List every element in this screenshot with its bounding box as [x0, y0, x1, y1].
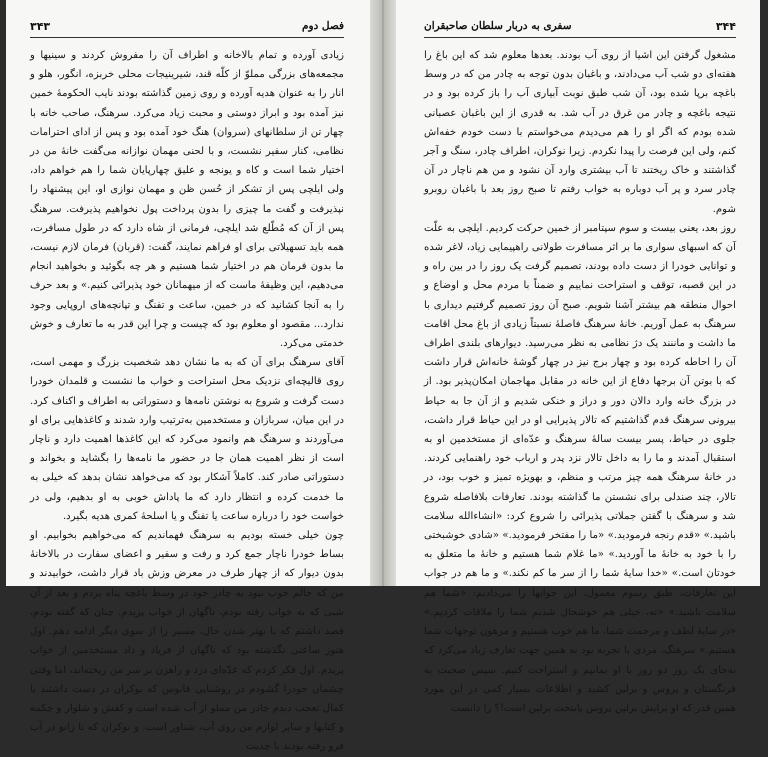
left-page — [6, 0, 370, 753]
left-paragraph-2: آقای سرهنگ برای آن که به ما نشان دهد شخصیت بزرگ و مهمی است، روی قالیچه‌ای نزدیک محل استراحت و خواب ما نشست و قلمدان خودرا دست گرفت و شروع به نوشتن نامه‌ها و دستوراتی به اطراف و اکناف کرد. در این میان، سربازان و مستخدمین به‌ترتیب وارد شدند و کاغذهایی برای او می‌آوردند و سرهنگ هم وانمود می‌کرد که این کاغذها اهمیت دارد و ناچار است از نظر اهمیت همان جا در حضور ما نامه‌ها را بگشاید و بخواند و دستوراتی صادر کند. کاملاً آشکار بود که می‌خواهد نشان بدهد که خیلی به ما خدمت کرده و انتظار دارد که ما پاداش خوبی به او بدهیم، ولی در خواست خود را درباره ساعت یا تفنگ و یا اسلحهٔ کمری هدیه بگیرد. — [30, 357, 344, 522]
right-page — [396, 0, 760, 714]
left-paragraph-3: چون خیلی خسته بودیم به سرهنگ فهماندیم که می‌خواهیم بخوابیم. او بساط خودرا ناچار جمع کرد و رفت و سفیر و اعضای سفارت در بالاخانهٔ بدون دیوار که از چهار طرف در معرض وزش باد قرار داشت، خوابیدند و من که حالم خوب نبود به چادر خود در وسط باغچه پناه بردم و بعد از آن شبی که به خواب رفته بودم، ناگهان از خواب پریدم. چنان که گفته بودم، قصد داشتم که با بهتر شدن حال، مسیر را از سوی دیگر ادامه دهم. اول هنوز ساعتی نگذشته بود که ناگهان از فریاد و داد مستخدمین از خواب پریدم. اول فکر کردم که عدّه‌ای دزد و راهزن بر سر من ریخته‌اند، اما وقتی چشمان خودرا گشودم در روشنایی فانوس که نوکران در دست داشتند با کمال تعجب دیدم چادر من مملو از آب شده است و کفش و شلوار و چکمه و کتابها و سایر لوازم من روی آب، شناور است. و نوکران که تا زانو در آب فرو رفته بودند با جدیت — [30, 530, 344, 753]
left-paragraph-1: زیادی آورده و تمام بالاخانه و اطراف آن را مفروش کردند و سینیها و مجمعه‌های بزرگی مملوّ از کلّه قند، شیرینیجات محلی خربزه، انگور، هلو و انار را به عنوان هدیه آورده و روی زمین گذاشته بودند نایب الحکومهٔ خمین نیز آمده بود و ابراز دوستی و محبت زیاد می‌کرد. سرهنگ، صاحب خانه با چهار تن از سلطانهای (سروان) هنگ خود آمده بود و پس از ادای احترامات نظامی، کنار سفیر نشست، و با لحنی مهمان نوازانه می‌گفت خانهٔ من در اختیار شما است و کاه و یونجه و علیق چهارپایان شما را هم خواهم داد، ولی ایلچی پس از تشکر از حُسن ظن و مهمان نوازی او، این پیشنهاد را نپذیرفت و گفت ما چیزی را بدون پرداخت پول نخواهیم پذیرفت. سرهنگ پس از آن که مُطّلع شد ایلچی، فرمانی از شاه دارد که در طول مسافرت، همه باید تسهیلاتی برای او فراهم نمایند، گفت: (قربان) فرمان لازم نیست، ما بدون فرمان هم در اختیار شما هستیم و هر چه بگوئید و بخواهید انجام می‌دهیم، این وظیفهٔ ماست که از میهمانان خود پذیرائی کنیم.» و بعد حرف را به آنجا کشانید که در خمین، ساعت و تفنگ و تپانچه‌های اروپایی وجود ندارد... مقصود او معلوم بود که چیست و چرا این قدر به ما تعارف و خوش خدمتی می‌کرد. — [30, 50, 344, 350]
right-paragraph-2: روز بعد، یعنی بیست و سوم سپتامبر از خمین حرکت کردیم. ایلچی به علّت آن که اسبهای سواری ما بر اثر مسافرت طولانی راهپیمایی زیاد، لاغر شده و توانایی خودرا از دست داده بودند، تصمیم گرفت یک روز را در بین راه و در این قصبه، توقف و استراحت نماییم و ضمناً با مردم محل و اوضاع و احوال منطقه هم بیشتر آشنا شویم. صبح آن روز تصمیم گرفتیم دیداری با سرهنگ به عمل آوریم. خانهٔ سرهنگ فاصلهٔ نسبتاً زیادی از باغ محل اقامت ما داشت و ماننند یک دژ نظامی به نظر می‌رسید. دیوارهای بلندی اطراف آن را احاطه کرده بود و چهار برج نیز در چهار گوشهٔ خانه‌اش قرار داشت که با بوتن آن برجها دفاع از این خانه در مقابل مهاجمان امکان‌پذیر بود. از در بزرگ خانه وارد دالان دور و دراز و خنکی شدیم و از آن جا به حیاط بیرونی سرهنگ قدم گذاشتیم که تالار پذیرایی او در این حیاط قرار داشت، جلوی در حیاط، پسر بیست سالهٔ سرهنگ و عدّه‌ای از مستخدمین او به استقبال آمدند و ما را به داخل تالار نزد پدر و ارباب خود راهنمایی کردند. در خانهٔ سرهنگ همه چیز مرتب و منظم، و بهویژه تمیز و خوب بود، در تالار، چند صندلی برای نشستن ما گذاشته بودند. تعارفات بلافاصله شروع شد و سرهنگ با گفتن جملاتی پذیرائی را شروع کرد: «انشاءالله سلامت باشید.» «قدم رنجه فرمودید.» «ما را مفتخر فرمودید.» «شادی خوشبختی را با خود به خانهٔ ما آوردید.» «ما غلام شما هستیم و خانهٔ ما متعلق به خودتان است.» «خدا سایهٔ شما را از سر ما کم نکند.» و ما هم در جواب این تعارفات، طبق رسوم معمول، این جوابها را می‌دادیم: «شما هم سلامت باشید.» «نه، خیلی هم خوشحال شدیم شما را ملاقات کردیم.» «در سایهٔ لطف و مرحمت شما، ما هم خوب هستیم و مرهون توجهات شما هستیم.» سرهنگ، مردی با تجربه بود به همین جهت تعارف زیاد می‌کرد که به‌جای یک روز دو روز با او بمانیم و استراحت کنیم. سپس صحبت به فرنگستان و پروس و برلین کشید و اطلاعات بسیار کمی در این مورد همین قدر که او برایش برلین پروس پایتخت برلین است!؟ را دانست — [424, 222, 736, 714]
right-running-head: سفری به دربار سلطان صاحبقران — [424, 20, 572, 32]
left-page-number: ۳۴۳ — [30, 20, 51, 33]
right-page-header — [424, 20, 736, 38]
right-paragraph-1: مشغول گرفتن این اشیا از روی آب بودند. بعدها معلوم شد که این باغ را هفته‌ای دو شب آب می‌دادند، و باغبان بدون توجه به چادر من که در وسط باغچه برپا شده بود، آن شب طبق نوبت آبیاری آب را باز کرده بود و در نتیجه باغچه و چادر من غرق در آب شد. به قدری از این باغبان عصبانی شده بودم که اگر او را هم می‌دیدم می‌خواستم با دست خودم خفه‌اش کنم، ولی این فرصت را پیدا نکردم. زیرا نوکران، اطراف چادر، سنگ و آجر گذاشتند و خاک ریختند تا آب بیشتری وارد آن نشود و من هم ناچار در آن چادر سرد و پر آب دوباره به خواب رفتم تا صبح روز بعد با باغبان روبرو شوم. — [424, 50, 736, 215]
book-gutter — [370, 0, 396, 586]
left-running-head: فصل دوم — [302, 20, 344, 32]
left-page-header — [30, 20, 344, 38]
right-page-number: ۳۴۴ — [715, 20, 736, 33]
